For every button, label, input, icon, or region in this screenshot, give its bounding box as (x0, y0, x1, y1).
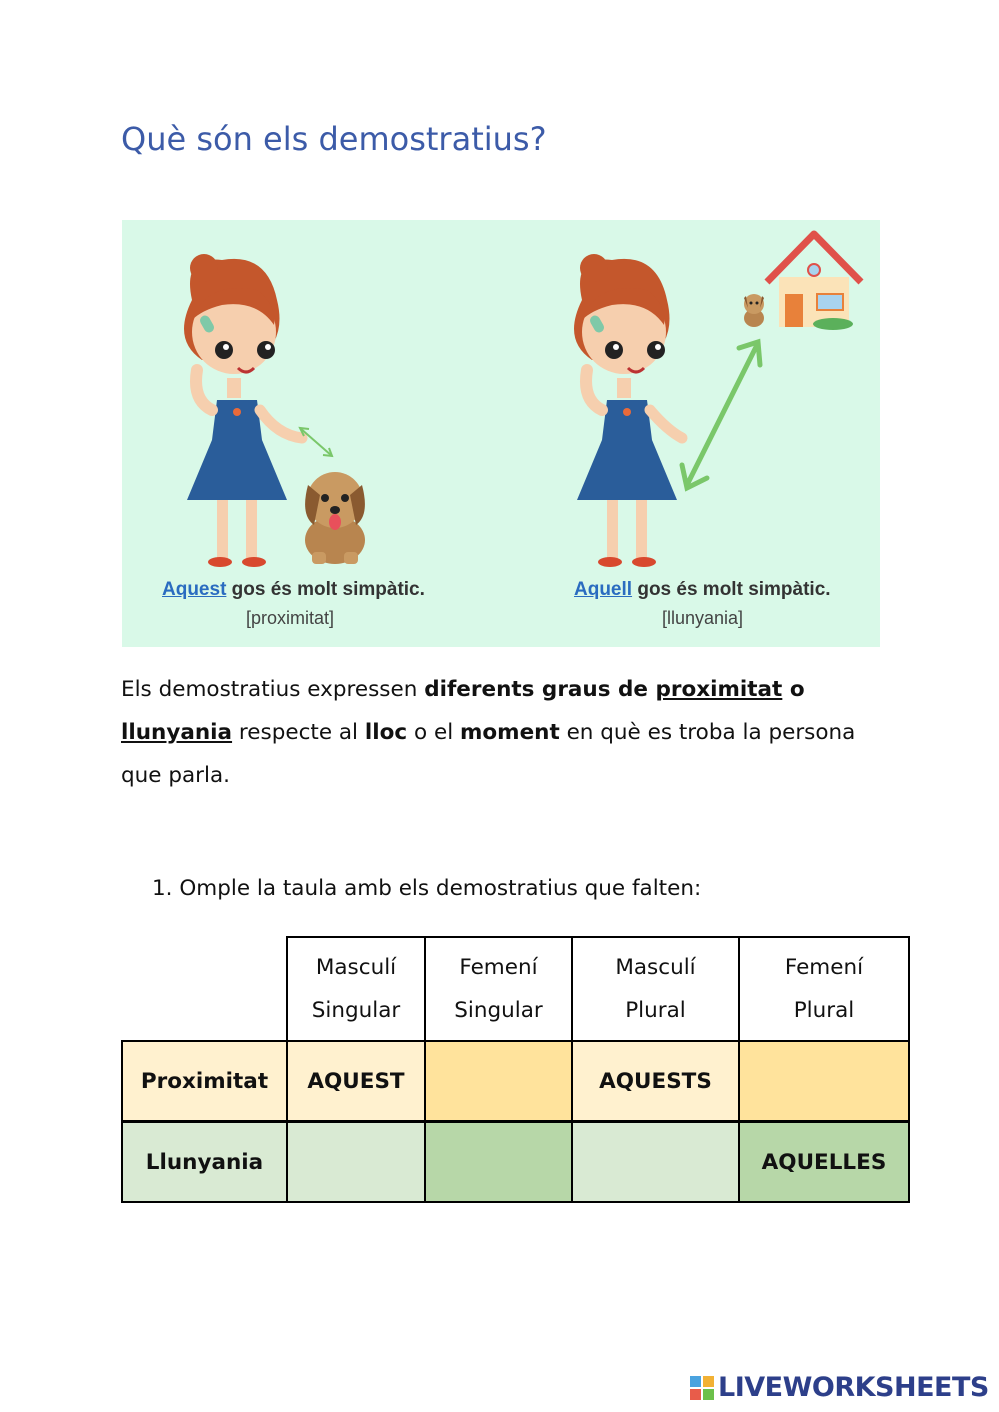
table-header-row (122, 937, 909, 1041)
liveworksheets-brand[interactable]: LIVEWORKSHEETS (718, 1372, 989, 1403)
header-fem-sing: Femení Singular (425, 937, 572, 1041)
caption-highlight-aquest: Aquest (162, 579, 227, 600)
caption-highlight-aquell: Aquell (574, 579, 633, 600)
header-masc-plur: Masculí Plural (572, 937, 739, 1041)
para-text: respecte al (232, 720, 365, 745)
para-lloc: lloc (364, 720, 408, 745)
cell-prox-fem-sing-input[interactable] (425, 1041, 572, 1122)
dog-far-icon (744, 294, 764, 327)
house-icon (767, 234, 861, 330)
para-llunyania: llunyania (121, 720, 233, 745)
cell-llun-masc-sing-input[interactable] (287, 1122, 425, 1203)
row-label-proximitat: Proximitat (122, 1041, 287, 1122)
table-row-llunyania (122, 1122, 909, 1203)
caption-note-proximitat: [proximitat] (246, 608, 335, 628)
liveworksheets-logo-icon (690, 1376, 714, 1400)
para-text: o el (407, 720, 460, 745)
para-bold: diferents graus de (424, 677, 656, 702)
para-bold-o: o (782, 677, 805, 702)
table-corner-cell (122, 937, 287, 1041)
cell-llun-masc-plur-input[interactable] (572, 1122, 739, 1203)
explanation-paragraph (121, 668, 881, 797)
caption-text-right: gos és molt simpàtic. (632, 579, 831, 600)
dog-near-icon (305, 472, 365, 564)
header-fem-plur: Femení Plural (739, 937, 909, 1041)
caption-note-llunyania: [llunyania] (662, 608, 744, 628)
table-row-proximitat (122, 1041, 909, 1122)
page-title: Què són els demostratius? (121, 120, 547, 158)
girl-left-icon (184, 254, 302, 567)
cell-llun-fem-sing-input[interactable] (425, 1122, 572, 1203)
cell-prox-masc-sing: AQUEST (287, 1041, 425, 1122)
para-proximitat: proximitat (655, 677, 783, 702)
cell-prox-masc-plur: AQUESTS (572, 1041, 739, 1122)
para-text: Els demostratius expressen (121, 677, 425, 702)
demonstratives-illustration (122, 220, 880, 647)
caption-text-left: gos és molt simpàtic. (226, 579, 425, 600)
demonstratives-table (121, 936, 910, 1203)
girl-right-icon (574, 254, 682, 567)
caption-distance (574, 579, 831, 601)
para-text: en què es troba la persona que parla. (121, 720, 856, 788)
caption-proximity (162, 579, 425, 601)
row-label-llunyania: Llunyania (122, 1122, 287, 1203)
cell-llun-fem-plur: AQUELLES (739, 1122, 909, 1203)
para-moment: moment (460, 720, 560, 745)
exercise-instruction: 1. Omple la taula amb els demostratius que falten: (152, 876, 702, 901)
header-masc-sing: Masculí Singular (287, 937, 425, 1041)
long-arrow-icon (682, 342, 760, 488)
cell-prox-fem-plur-input[interactable] (739, 1041, 909, 1122)
